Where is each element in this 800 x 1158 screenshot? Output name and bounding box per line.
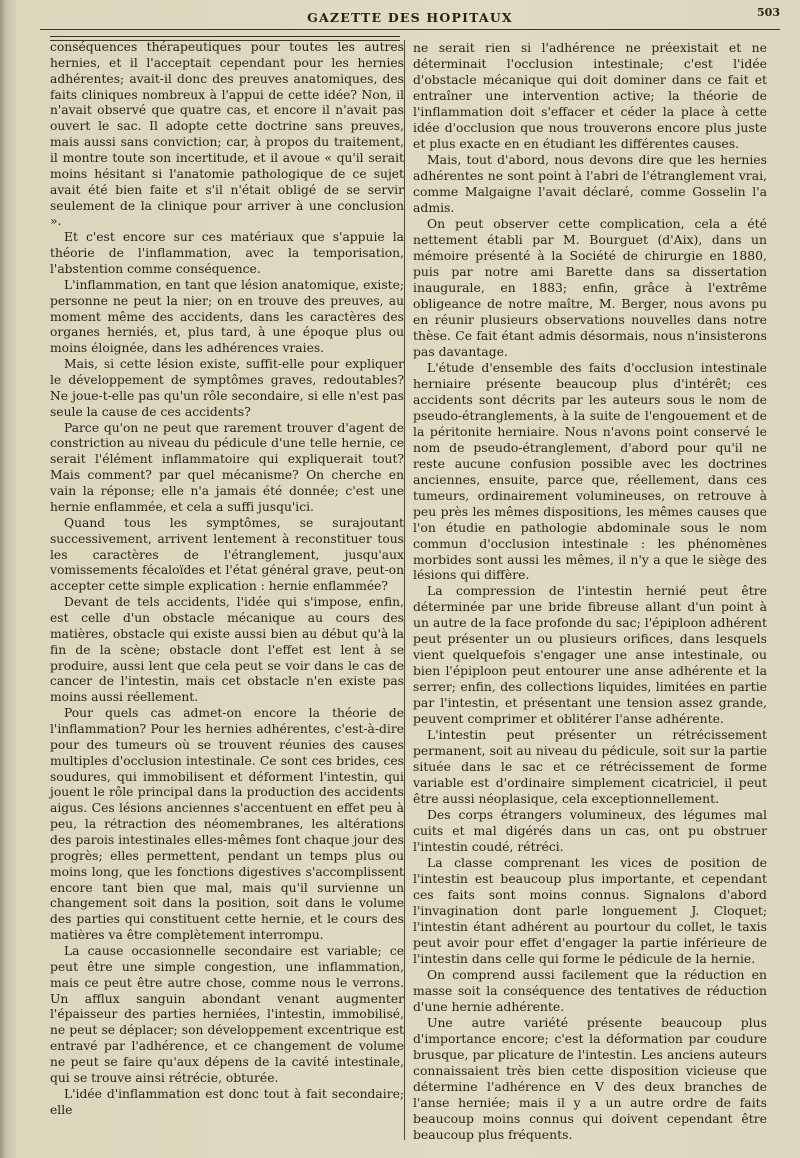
paragraph: La classe comprenant les vices de position de l'intestin est beaucoup plus importante, et cependant ces faits sont moins connus. Signalons d'abord l'invagination dont parle longuement J. Cloquet; l'intestin étant adhérent au pourtour du collet, le taxis peut avoir pour effet d'engager la partie inférieure de l'intestin dans celle qui forme le pédicule de la hernie.: [413, 855, 767, 967]
paragraph: Mais, tout d'abord, nous devons dire que les hernies adhérentes ne sont point à l'abri de l'étranglement vrai, comme Malgaigne l'avait déclaré, comme Gosselin l'a admis.: [413, 151, 767, 215]
paragraph: La cause occasionnelle secondaire est variable; ce peut être une simple congestion, une inflammation, mais ce peut être autre chose, comme nous le verrons. Un afflux sanguin abondant venant augmenter l'épaisseur des parties herniées, l'intestin, immobilisé, ne peut se déplacer; son développement excentrique est entravé par l'adhérence, et ce changement de volume ne peut se faire qu'aux dépens de la cavité intestinale, qui se trouve ainsi rétrécie, obturée.: [50, 943, 404, 1085]
paragraph: Une autre variété présente beaucoup plus d'importance encore; c'est la déformation par coudure brusque, par plicature de l'intestin. Les anciens auteurs connaissaient très bien cette disposition vicieuse que détermine l'adhérence en V des deux branches de l'anse herniée; mais il y a un autre ordre de faits beaucoup moins connus qui doivent cependant être beaucoup plus fréquents.: [413, 1015, 767, 1142]
paragraph: Mais, si cette lésion existe, suffit-elle pour expliquer le développement de symptômes graves, redoutables? Ne joue-t-elle pas qu'un rôle secondaire, si elle n'est pas seule la cause de ces accidents?: [50, 357, 404, 419]
left-column: [50, 40, 404, 1118]
paragraph: L'idée d'inflammation est donc tout à fait secondaire; elle: [50, 1086, 404, 1117]
paragraph: L'inflammation, en tant que lésion anatomique, existe; personne ne peut la nier; on en trouve des preuves, au moment même des accidents, dans les caractères des organes herniés, et, plus tard, à une époque plus ou moins éloignée, dans les adhérences vraies.: [50, 277, 404, 356]
running-title: GAZETTE DES HOPITAUX: [307, 10, 513, 25]
paragraph: Pour quels cas admet-on encore la théorie de l'inflammation? Pour les hernies adhérentes, c'est-à-dire pour des tumeurs où se trouvent réunies des causes multiples d'occlusion intestinale. Ce sont ces brides, ces soudures, qui immobilisent et déforment l'intestin, qui jouent le rôle principal dans la production des accidents aigus. Ces lésions anciennes s'accentuent en effet peu à peu, la rétraction des néomembranes, les altérations des parois intestinales elles-mêmes font chaque jour des progrès; elles permettent, pendant un temps plus ou moins long, que les fonctions digestives s'accomplissent encore tant bien que mal, mais qu'il survienne un changement soit dans la position, soit dans le volume des parties qui constituent cette hernie, et le cours des matières va être complètement interrompu.: [50, 706, 404, 943]
paragraph: On comprend aussi facilement que la réduction en masse soit la conséquence des tentatives de réduction d'une hernie adhérente.: [413, 967, 767, 1015]
header-rule: [40, 29, 780, 30]
paragraph: Et c'est encore sur ces matériaux que s'appuie la théorie de l'inflammation, avec la temporisation, l'abstention comme conséquence.: [50, 230, 404, 277]
paragraph: Devant de tels accidents, l'idée qui s'impose, enfin, est celle d'un obstacle mécanique au cours des matières, obstacle qui existe aussi bien au début qu'à la fin de la scène; obstacle dont l'effet est lent à se produire, aussi lent que cela peut se voir dans le cas de cancer de l'intestin, mais cet obstacle n'en existe pas moins aussi réellement.: [50, 595, 404, 705]
paragraph: L'intestin peut présenter un rétrécissement permanent, soit au niveau du pédicule, soit sur la partie située dans le sac et ce rétrécissement de forme variable est d'ordinaire simplement cicatriciel, il peut être aussi néoplasique, cela exceptionnellement.: [413, 727, 767, 807]
paragraph: L'étude d'ensemble des faits d'occlusion intestinale herniaire présente beaucoup plus d'intérêt; ces accidents sont décrits par les auteurs sous le nom de pseudo-étranglements, à la suite de l'engouement et de la péritonite herniaire. Nous n'avons point conservé le nom de pseudo-étranglement, d'abord pour qu'il ne reste aucune confusion possible avec les doctrines anciennes, ensuite, parce que, réellement, dans ces tumeurs, ordinairement volumineuses, on retrouve à peu près les mêmes dispositions, les mêmes causes que l'on étudie en pathologie abdominale sous le nom commun d'occlusion intestinale : les phénomènes morbides sont aussi les mêmes, il n'y a que le siège des lésions qui diffère.: [413, 359, 767, 583]
column-divider: [404, 40, 405, 1140]
paragraph: ne serait rien si l'adhérence ne préexistait et ne déterminait l'occlusion intestinale; c'est l'idée d'obstacle mécanique qui doit dominer dans ce fait et entraîner une intervention active; la théorie de l'inflammation doit s'effacer et céder la place à cette idée d'occlusion que nous trouverons encore plus juste et plus exacte en en étudiant les différentes causes.: [413, 40, 767, 151]
running-header: [40, 4, 780, 30]
paragraph: La compression de l'intestin hernié peut être déterminée par une bride fibreuse allant d'un point à un autre de la face profonde du sac; l'épiploon adhérent peut présenter un ou plusieurs orifices, dans lesquels vient quelquefois s'engager une anse intestinale, ou bien l'épiploon peut entourer une anse adhérente et la serrer; enfin, des collections liquides, limitées en partie par l'intestin, et présentant une tension assez grande, peuvent comprimer et oblitérer l'anse adhérente.: [413, 583, 767, 727]
paragraph: conséquences thérapeutiques pour toutes les autres hernies, et il l'acceptait cependant pour les hernies adhérentes; avait-il donc des preuves anatomiques, des faits cliniques nombreux à l'appui de cette idée? Non, il n'avait observé que quatre cas, et encore il n'avait pas ouvert le sac. Il adopte cette doctrine sans preuves, mais aussi sans conviction; car, à propos du traitement, il montre toute son incertitude, et il avoue « qu'il serait moins hésitant si l'anatomie pathologique de ce sujet avait été bien faite et s'il n'était obligé de se servir seulement de la clinique pour arriver à une conclusion ».: [50, 40, 404, 229]
paragraph: Quand tous les symptômes, se surajoutant successivement, arrivent lentement à reconstituer tous les caractères de l'étranglement, jusqu'aux vomissements fécaloïdes et l'état général grave, peut-on accepter cette simple explication : hernie enflammée?: [50, 515, 404, 594]
paragraph: Parce qu'on ne peut que rarement trouver d'agent de constriction au niveau du pédicule d'une telle hernie, ce serait l'élément inflammatoire qui expliquerait tout? Mais comment? par quel mécanisme? On cherche en vain la réponse; elle n'a jamais été donnée; c'est une hernie enflammée, et cela a suffi jusqu'ici.: [50, 420, 404, 514]
page-number: 503: [757, 6, 780, 19]
right-column: [413, 40, 767, 1143]
paragraph: Des corps étrangers volumineux, des légumes mal cuits et mal digérés dans un cas, ont pu obstruer l'intestin coudé, rétréci.: [413, 807, 767, 855]
paragraph: On peut observer cette complication, cela a été nettement établi par M. Bourguet (d'Aix), dans un mémoire présenté à la Société de chirurgie en 1880, puis par notre ami Barette dans sa dissertation inaugurale, en 1883; enfin, grâce à l'extrême obligeance de notre maître, M. Berger, nous avons pu en réunir plusieurs observations nouvelles dans notre thèse. Ce fait étant admis désormais, nous n'insisterons pas davantage.: [413, 215, 767, 359]
